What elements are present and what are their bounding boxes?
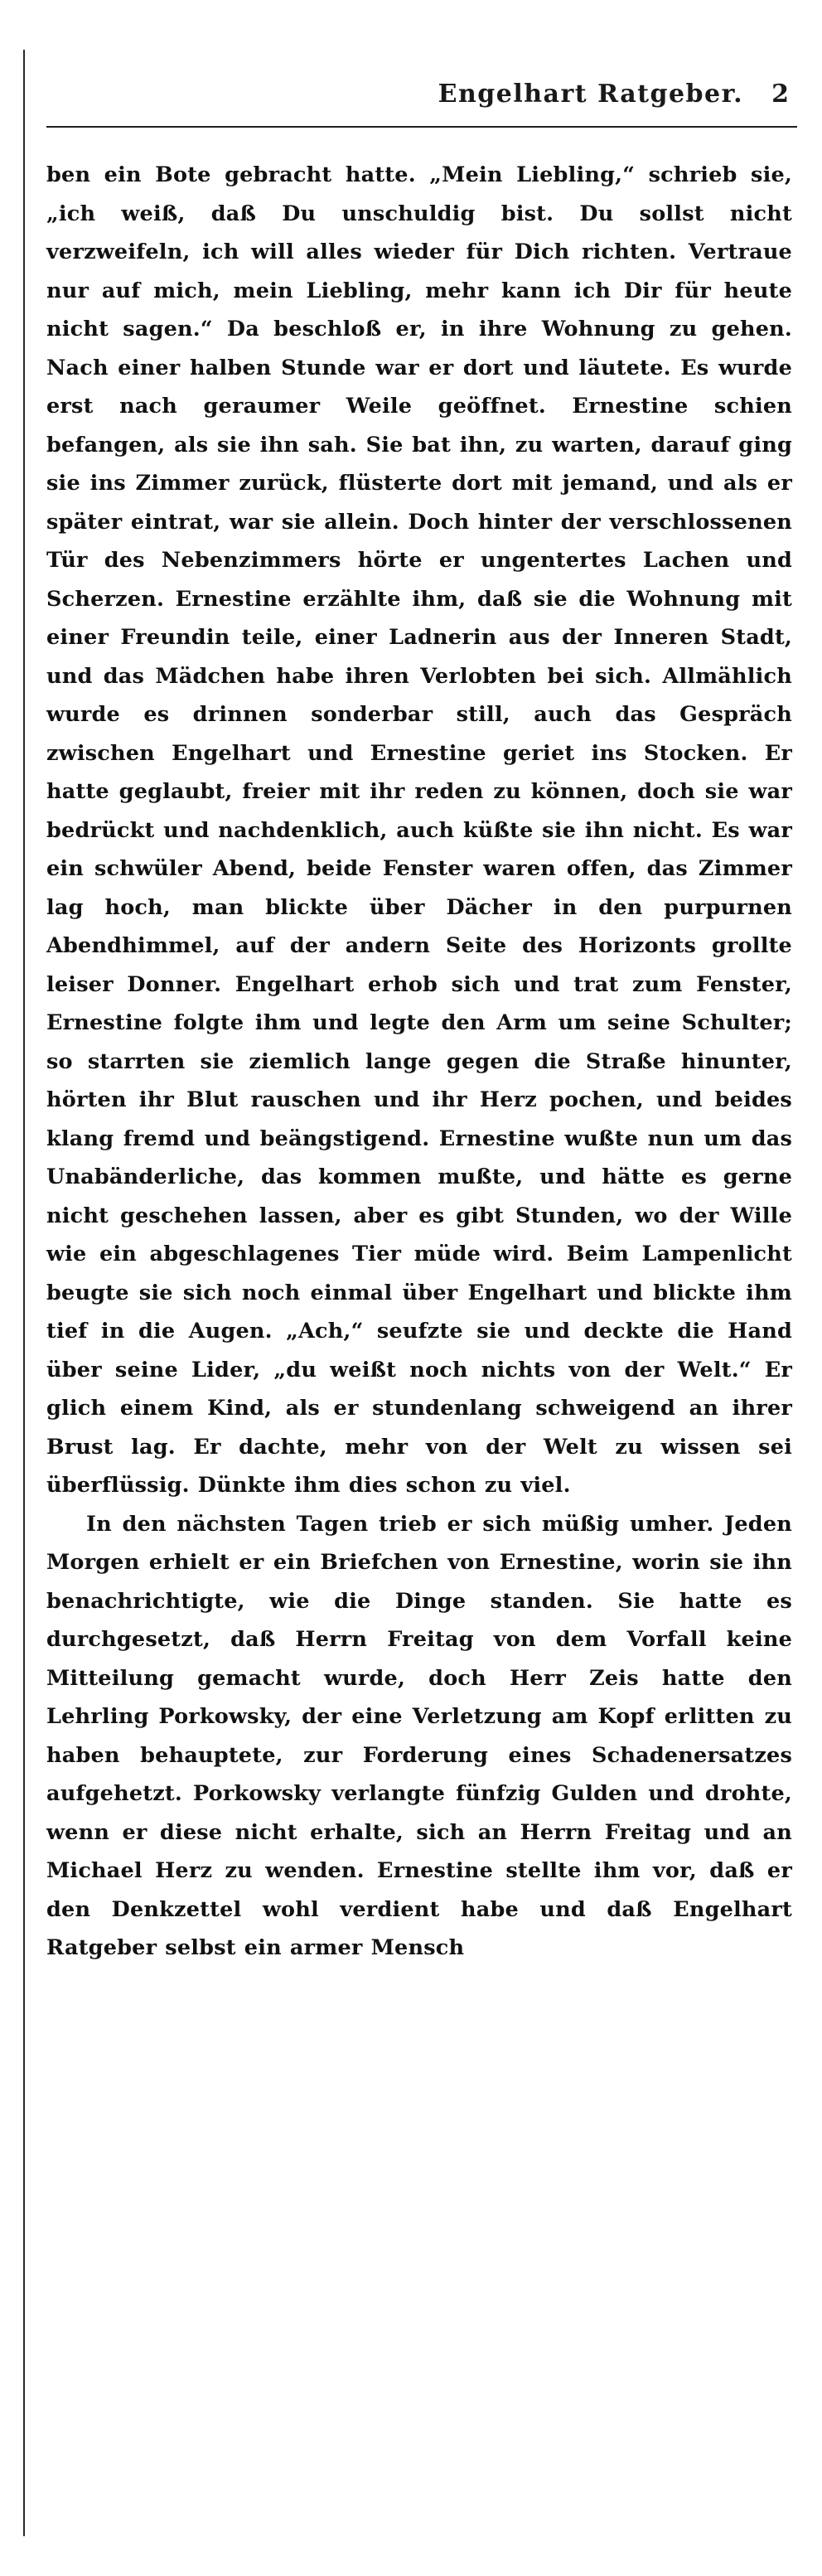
paragraph: ben ein Bote gebracht hatte. „Mein Liebling,“ schrieb sie, „ich weiß, daß Du unschuldig bist. Du sollst nicht verzweifeln, ich will alles wieder für Dich richten. Vertraue nur auf mich, mein Liebling, mehr kann ich Dir für heute nicht sagen.“ Da beschloß er, in ihre Wohnung zu gehen. Nach einer halben Stunde war er dort und läutete. Es wurde erst nach geraumer Weile geöffnet. Ernestine schien befangen, als sie ihn sah. Sie bat ihn, zu warten, darauf ging sie ins Zimmer zurück, flüsterte dort mit jemand, und als er später eintrat, war sie allein. Doch hinter der verschlossenen Tür des Nebenzimmers hörte er ungentertes Lachen und Scherzen. Ernestine erzählte ihm, daß sie die Wohnung mit einer Freundin teile, einer Ladnerin aus der Inneren Stadt, und das Mädchen habe ihren Verlobten bei sich. Allmählich wurde es drinnen sonderbar still, auch das Gespräch zwischen Engelhart und Ernestine geriet ins Stocken. Er hatte geglaubt, freier mit ihr reden zu können, doch sie war bedrückt und nachdenklich, auch küßte sie ihn nicht. Es war ein schwüler Abend, beide Fenster waren offen, das Zimmer lag hoch, man blickte über Dächer in den purpurnen Abendhimmel, auf der andern Seite des Horizonts grollte leiser Donner. Engelhart erhob sich und trat zum Fenster, Ernestine folgte ihm und legte den Arm um seine Schulter; so starrten sie ziemlich lange gegen die Straße hinunter, hörten ihr Blut rauschen und ihr Herz pochen, und beides klang fremd und beängstigend. Ernestine wußte nun um das Unabänderliche, das kommen mußte, und hätte es gerne nicht geschehen lassen, aber es gibt Stunden, wo der Wille wie ein abgeschlagenes Tier müde wird. Beim Lampenlicht beugte sie sich noch einmal über Engelhart und blickte ihm tief in die Augen. „Ach,“ seufzte sie und deckte die Hand über seine Lider, „du weißt noch nichts von der Welt.“ Er glich einem Kind, als er stundenlang schweigend an ihrer Brust lag. Er dachte, mehr von der Welt zu wissen sei überflüssig. Dünkte ihm dies schon zu viel.	[46, 162, 792, 1498]
running-head-title: Engelhart Ratgeber.	[438, 80, 744, 109]
body-text	[46, 156, 792, 1968]
page-left-border-rule	[23, 50, 25, 2536]
paragraph: In den nächsten Tagen trieb er sich müßig umher. Jeden Morgen erhielt er ein Briefchen von Ernestine, worin sie ihn benachrichtigte, wie die Dinge standen. Sie hatte es durchgesetzt, daß Herrn Freitag von dem Vorfall keine Mitteilung gemacht wurde, doch Herr Zeis hatte den Lehrling Porkowsky, der eine Verletzung am Kopf erlitten zu haben behauptete, zur Forderung eines Schadenersatzes aufgehetzt. Porkowsky verlangte fünfzig Gulden und drohte, wenn er diese nicht erhalte, sich an Herrn Freitag und an Michael Herz zu wenden. Ernestine stellte ihm vor, daß er den Denkzettel wohl verdient habe und daß Engelhart Ratgeber selbst ein armer Mensch	[46, 1511, 792, 1960]
page-number: 2	[771, 80, 789, 109]
running-head	[50, 80, 789, 109]
header-divider-rule	[46, 126, 797, 128]
